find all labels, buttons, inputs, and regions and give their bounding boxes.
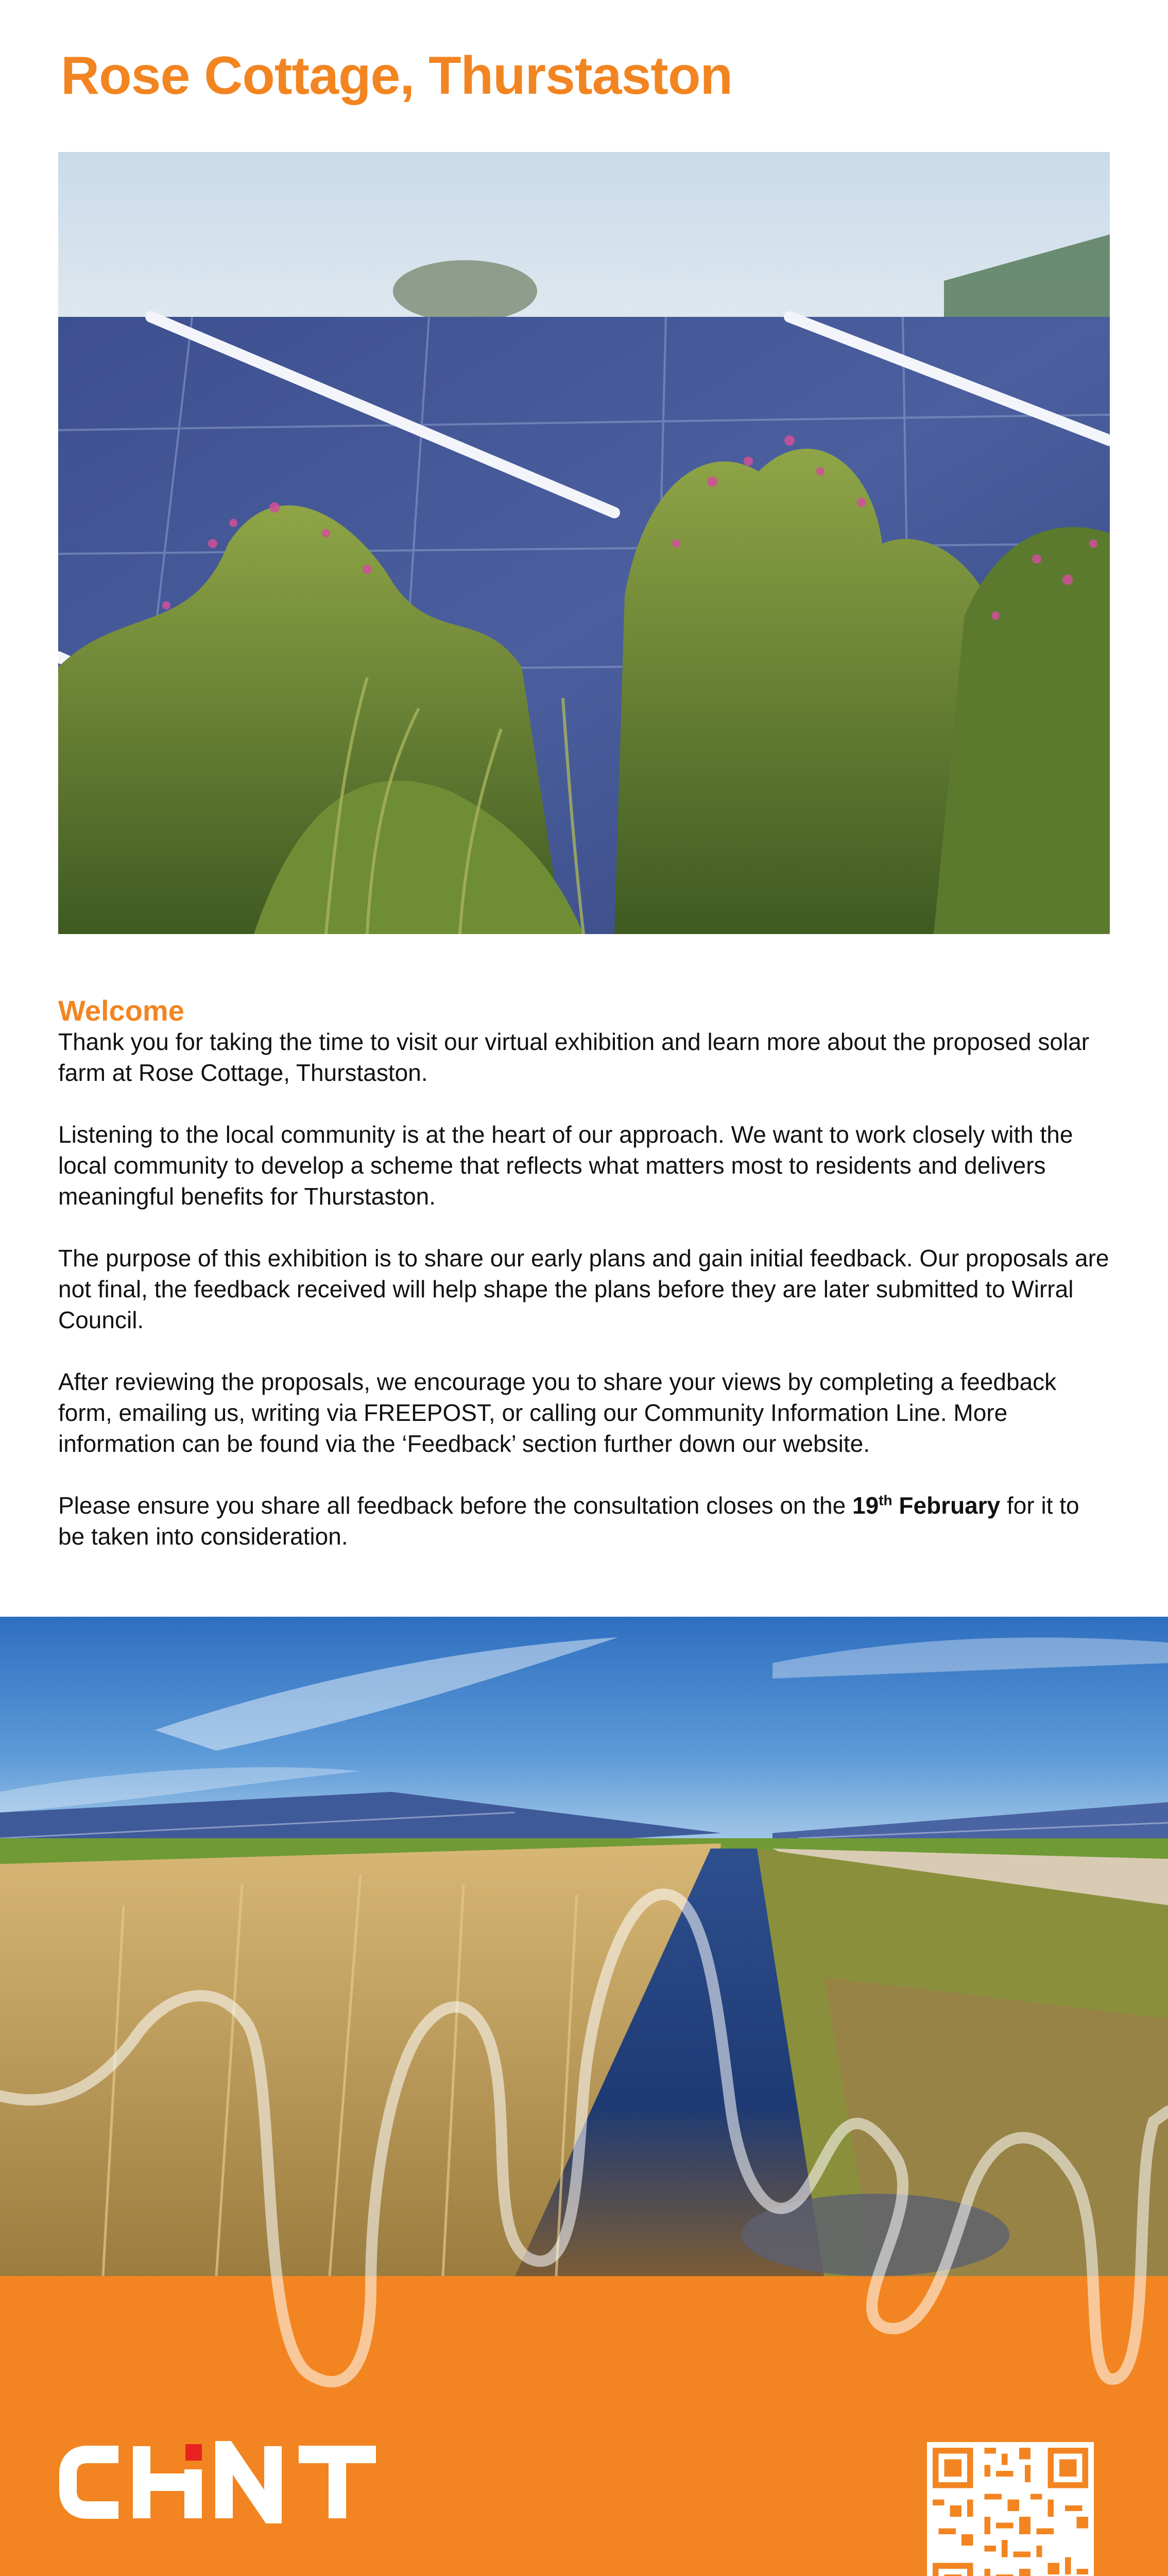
welcome-paragraph: The purpose of this exhibition is to share our early plans and gain initial feedback. Our proposals are not final, the feedback received will help shape the plans before they are later submitted to Wirral Council. — [58, 1245, 1109, 1333]
qr-code[interactable] — [927, 2442, 1094, 2576]
consultation-close-paragraph — [58, 1490, 1110, 1552]
solar-farm-channel-photo — [0, 1617, 1168, 2276]
welcome-paragraph: After reviewing the proposals, we encourage you to share your views by completing a feedback form, emailing us, writing via FREEPOST, or calling our Community Information Line. More information can be found via the ‘Feedback’ section further down our website. — [58, 1368, 1057, 1457]
closing-text-before: Please ensure you share all feedback before the consultation closes on the — [58, 1492, 852, 1519]
chint-logo — [57, 2441, 386, 2523]
welcome-section — [58, 995, 1110, 1583]
closing-text-after: for it to be taken into consideration. — [58, 1492, 1079, 1550]
welcome-heading: Welcome — [58, 994, 184, 1027]
consultation-close-date: 19th February — [852, 1492, 1001, 1519]
welcome-paragraph: Listening to the local community is at the heart of our approach. We want to work closely with the local community to develop a scheme that reflects what matters most to residents and delivers meaningful benefits for Thurstaston. — [58, 1121, 1073, 1210]
welcome-paragraph: Thank you for taking the time to visit our virtual exhibition and learn more about the proposed solar farm at Rose Cottage, Thurstaston. — [58, 1028, 1090, 1086]
page-title: Rose Cottage, Thurstaston — [61, 46, 732, 106]
solar-panels-shrubs-photo — [58, 152, 1110, 934]
